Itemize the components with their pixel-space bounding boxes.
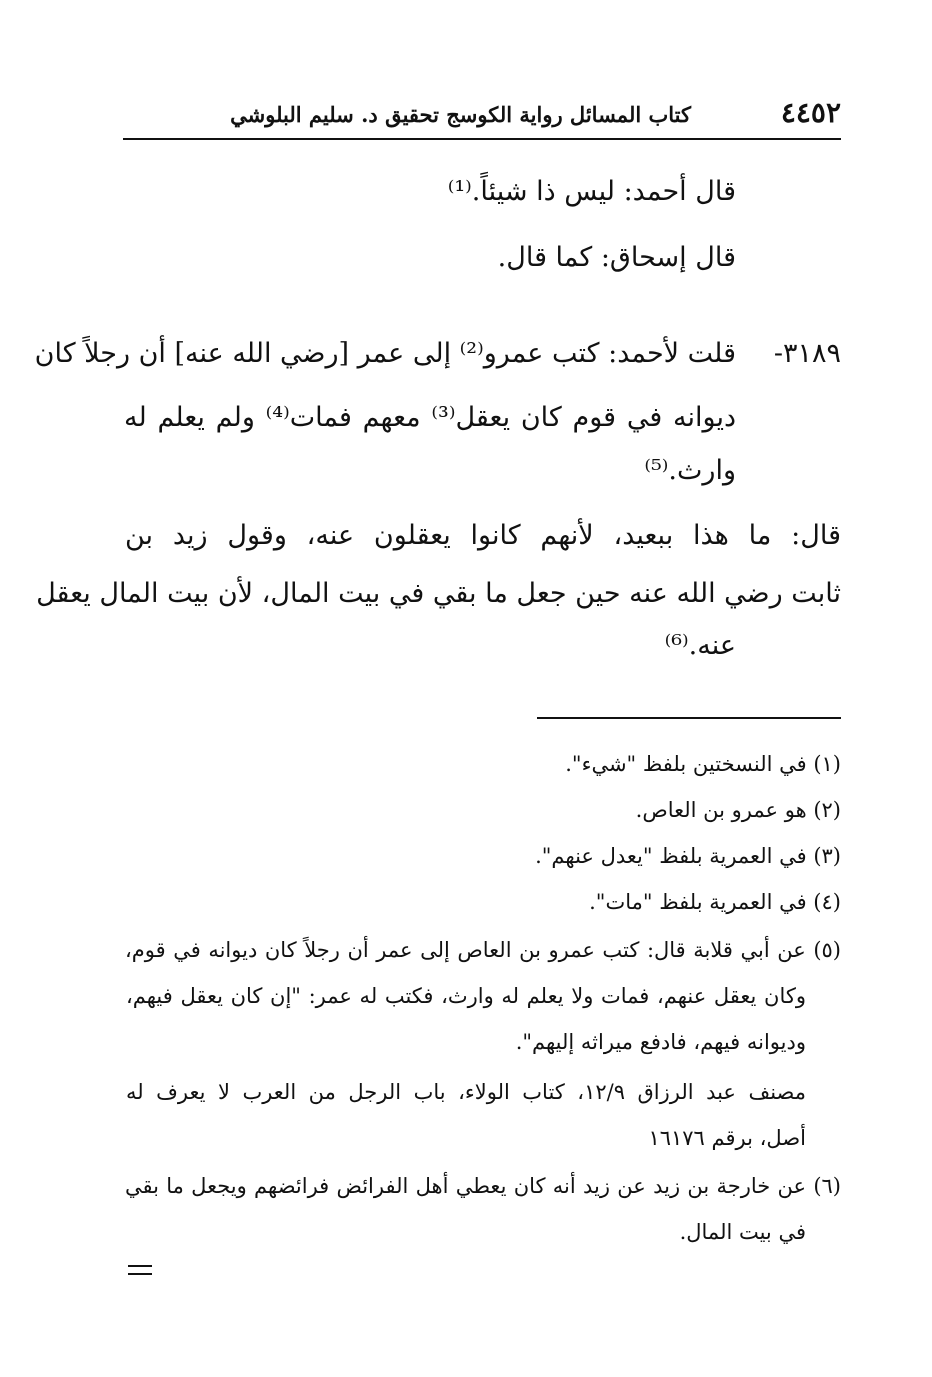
footnote: (٦) عن خارجة بن زيد عن زيد أنه كان يعطي أهل الفرائض فرائضهم ويجعل ما بقي xyxy=(125,1174,841,1198)
text-line: قال أحمد: ليس ذا شيئاً.⁽¹⁾ xyxy=(447,176,736,207)
text-line: قلت لأحمد: كتب عمرو⁽²⁾ إلى عمر [رضي الله عنه] أن رجلاً كان xyxy=(34,338,736,369)
running-header xyxy=(123,92,841,140)
text-line: ثابت رضي الله عنه حين جعل ما بقي في بيت المال، لأن بيت المال يعقل xyxy=(36,578,841,609)
item-number: ٣١٨٩- xyxy=(773,338,841,369)
footnote: (٣) في العمرية بلفظ "يعدل عنهم". xyxy=(535,844,841,868)
page-end-mark xyxy=(128,1265,152,1281)
footnote-continuation: وكان يعقل عنهم، فمات ولا يعلم له وارث، فكتب له عمر: "إن كان يعقل فيهم، xyxy=(126,984,806,1008)
text-line: وارث.⁽⁵⁾ xyxy=(644,455,736,486)
footnote-separator xyxy=(537,717,841,719)
footnote: (١) في النسختين بلفظ "شيء". xyxy=(565,752,841,776)
page-number: ٤٤٥٢ xyxy=(780,96,841,129)
footnote-continuation: في بيت المال. xyxy=(679,1220,806,1244)
text-line: قال: ما هذا ببعيد، لأنهم كانوا يعقلون عنه، وقول زيد بن xyxy=(125,520,841,551)
footnote-continuation: وديوانه فيهم، فادفع ميراثه إليهم". xyxy=(515,1030,806,1054)
running-title: كتاب المسائل رواية الكوسج تحقيق د. سليم البلوشي xyxy=(230,102,691,127)
footnote: (٤) في العمرية بلفظ "مات". xyxy=(589,890,841,914)
footnote: (٢) هو عمرو بن العاص. xyxy=(635,798,841,822)
text-line: ديوانه في قوم كان يعقل⁽³⁾ معهم فمات⁽⁴⁾ ولم يعلم له xyxy=(124,402,736,433)
footnote-continuation: أصل، برقم ١٦١٧٦ xyxy=(648,1126,806,1150)
footnote: (٥) عن أبي قلابة قال: كتب عمرو بن العاص إلى عمر أن رجلاً كان ديوانه في قوم، xyxy=(125,938,841,962)
text-line: عنه.⁽⁶⁾ xyxy=(664,630,736,661)
footnote-continuation: مصنف عبد الرزاق ١٢/٩، كتاب الولاء، باب الرجل من العرب لا يعرف له xyxy=(126,1080,806,1104)
text-line: قال إسحاق: كما قال. xyxy=(497,242,736,273)
